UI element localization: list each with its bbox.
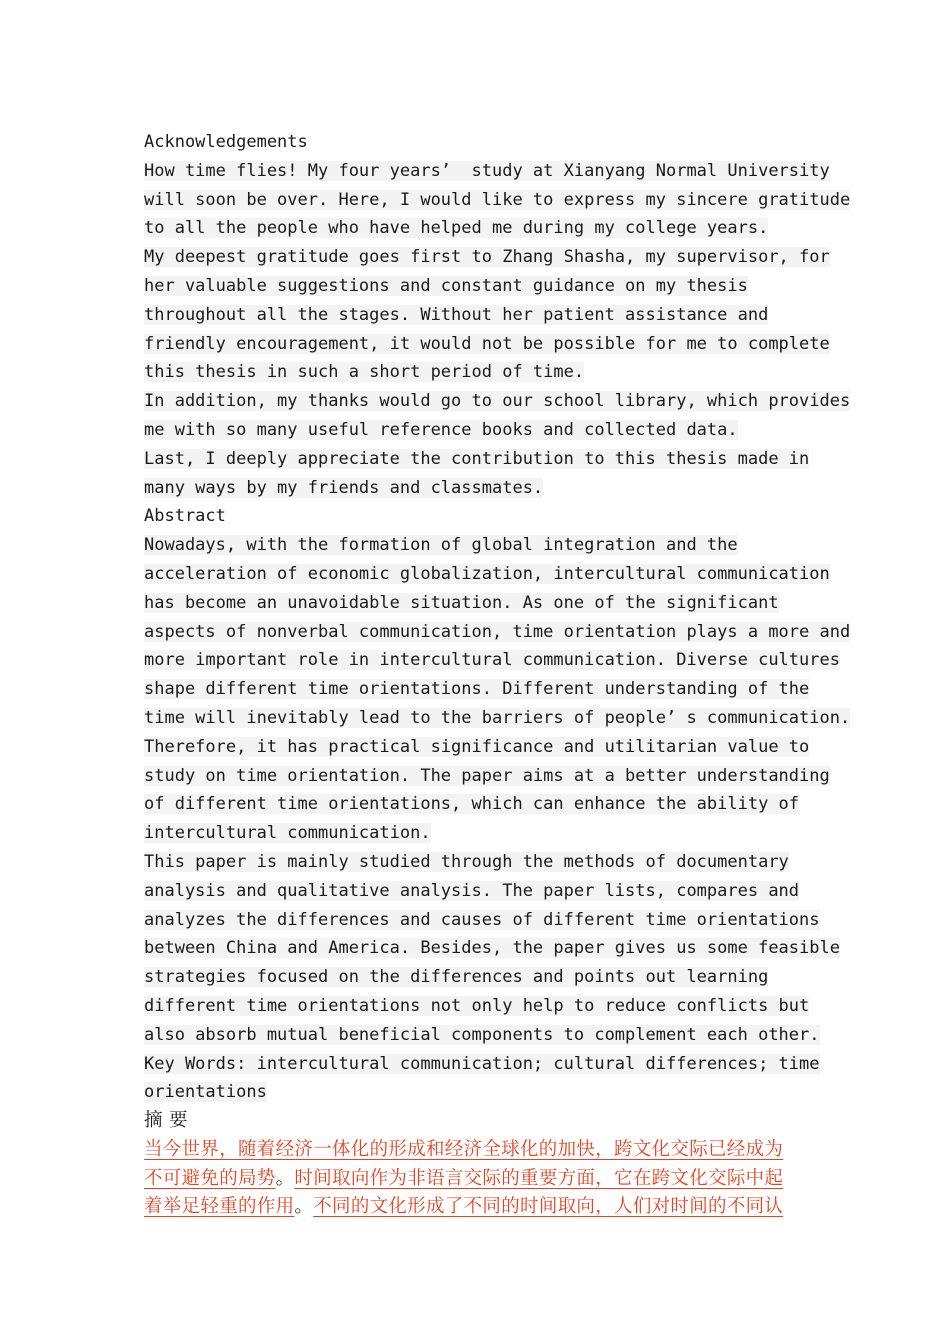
acknowledgements-line <box>144 214 824 243</box>
abstract-title: Abstract <box>144 506 226 527</box>
abstract-line <box>144 819 824 848</box>
abstract-line <box>144 963 824 992</box>
acknowledgements-line-text: In addition, my thanks would go to our school library, which provides <box>144 391 851 412</box>
abstract-line <box>144 1078 824 1107</box>
punctuation: 。 <box>275 1167 295 1189</box>
abstract-line <box>144 733 824 762</box>
acknowledgements-line-text: will soon be over. Here, I would like to express my sincere gratitude <box>144 189 851 210</box>
abstract-line-text: strategies focused on the differences and points out learning <box>144 967 769 988</box>
abstract-line-text: Therefore, it has practical significance and utilitarian value to <box>144 736 810 757</box>
abstract-line-text: orientations <box>144 1082 267 1103</box>
acknowledgements-line <box>144 474 824 503</box>
punctuation: 。 <box>294 1196 314 1218</box>
acknowledgements-line-text: friendly encouragement, it would not be possible for me to complete <box>144 333 830 354</box>
abstract-line <box>144 589 824 618</box>
abstract-line <box>144 934 840 963</box>
revised-text: 当今世界，随着经济一体化的形成和经济全球化的加快，跨文化交际已经成为 <box>144 1138 784 1160</box>
abstract-line <box>144 646 840 675</box>
abstract-line-text: also absorb mutual beneficial components to complement each other. <box>144 1024 820 1045</box>
abstract-line-text: analyzes the differences and causes of different time orientations <box>144 909 820 930</box>
abstract-line-text: between China and America. Besides, the paper gives us some feasible <box>144 938 840 959</box>
acknowledgements-line-text: me with so many useful reference books and collected data. <box>144 419 738 440</box>
revised-text: 不可避免的局势 <box>144 1167 276 1189</box>
acknowledgements-line-text: to all the people who have helped me during my college years. <box>144 218 769 239</box>
abstract-line-text: time will inevitably lead to the barriers of people’ s communication. <box>144 707 851 728</box>
acknowledgements-line <box>144 243 830 272</box>
abstract-line <box>144 790 824 819</box>
abstract-line-text: acceleration of economic globalization, intercultural communication <box>144 563 830 584</box>
revised-text: 着举足轻重的作用 <box>144 1196 295 1218</box>
acknowledgements-line <box>144 301 824 330</box>
acknowledgements-line-text: My deepest gratitude goes first to Zhang Shasha, my supervisor, for <box>144 247 830 268</box>
abstract-line <box>144 877 824 906</box>
chinese-abstract-title: 摘 要 <box>144 1110 188 1132</box>
acknowledgements-line <box>144 387 851 416</box>
acknowledgements-line <box>144 445 824 474</box>
chinese-abstract-line <box>144 1193 824 1222</box>
chinese-abstract-line <box>144 1136 824 1165</box>
acknowledgements-line <box>144 272 824 301</box>
abstract-line <box>144 531 824 560</box>
acknowledgements-line-text: many ways by my friends and classmates. <box>144 477 544 498</box>
chinese-abstract-line <box>144 1165 824 1194</box>
abstract-line-text: study on time orientation. The paper aims at a better understanding <box>144 765 830 786</box>
abstract-line-text: Key Words: intercultural communication; cultural differences; time <box>144 1053 820 1074</box>
abstract-line-text: of different time orientations, which can enhance the ability of <box>144 794 800 815</box>
document-page <box>144 128 851 1222</box>
acknowledgements-line <box>144 330 830 359</box>
revised-text: 不同的文化形成了不同的时间取向，人们对时间的不同认 <box>313 1196 784 1218</box>
acknowledgements-title: Acknowledgements <box>144 132 308 152</box>
abstract-line-text: more important role in intercultural communication. Diverse cultures <box>144 650 840 671</box>
abstract-line <box>144 560 830 589</box>
acknowledgements-line <box>144 186 851 215</box>
acknowledgements-line <box>144 358 824 387</box>
abstract-line <box>144 1021 824 1050</box>
abstract-line-text: different time orientations not only help to reduce conflicts but <box>144 995 810 1016</box>
abstract-line <box>144 675 824 704</box>
abstract-line <box>144 992 824 1021</box>
acknowledgements-line-text: her valuable suggestions and constant guidance on my thesis <box>144 275 748 296</box>
acknowledgements-line-text: Last, I deeply appreciate the contribution to this thesis made in <box>144 448 810 469</box>
acknowledgements-line <box>144 416 824 445</box>
abstract-line-text: has become an unavoidable situation. As one of the significant <box>144 592 779 613</box>
abstract-line <box>144 1050 824 1079</box>
abstract-line <box>144 848 824 877</box>
acknowledgements-line <box>144 157 830 186</box>
abstract-line-text: analysis and qualitative analysis. The paper lists, compares and <box>144 880 800 901</box>
abstract-line-text: shape different time orientations. Different understanding of the <box>144 679 810 700</box>
abstract-line-text: Nowadays, with the formation of global integration and the <box>144 535 738 556</box>
abstract-line-text: intercultural communication. <box>144 823 431 844</box>
abstract-line-text: This paper is mainly studied through the methods of documentary <box>144 851 789 872</box>
acknowledgements-line-text: this thesis in such a short period of time. <box>144 362 585 383</box>
abstract-line <box>144 762 830 791</box>
acknowledgements-line-text: How time flies! My four years’ study at Xianyang Normal University <box>144 160 830 181</box>
revised-text: 时间取向作为非语言交际的重要方面，它在跨文化交际中起 <box>294 1167 784 1189</box>
acknowledgements-line-text: throughout all the stages. Without her patient assistance and <box>144 304 769 325</box>
abstract-line <box>144 704 851 733</box>
abstract-line <box>144 618 851 647</box>
abstract-line <box>144 906 824 935</box>
abstract-line-text: aspects of nonverbal communication, time orientation plays a more and <box>144 621 851 642</box>
